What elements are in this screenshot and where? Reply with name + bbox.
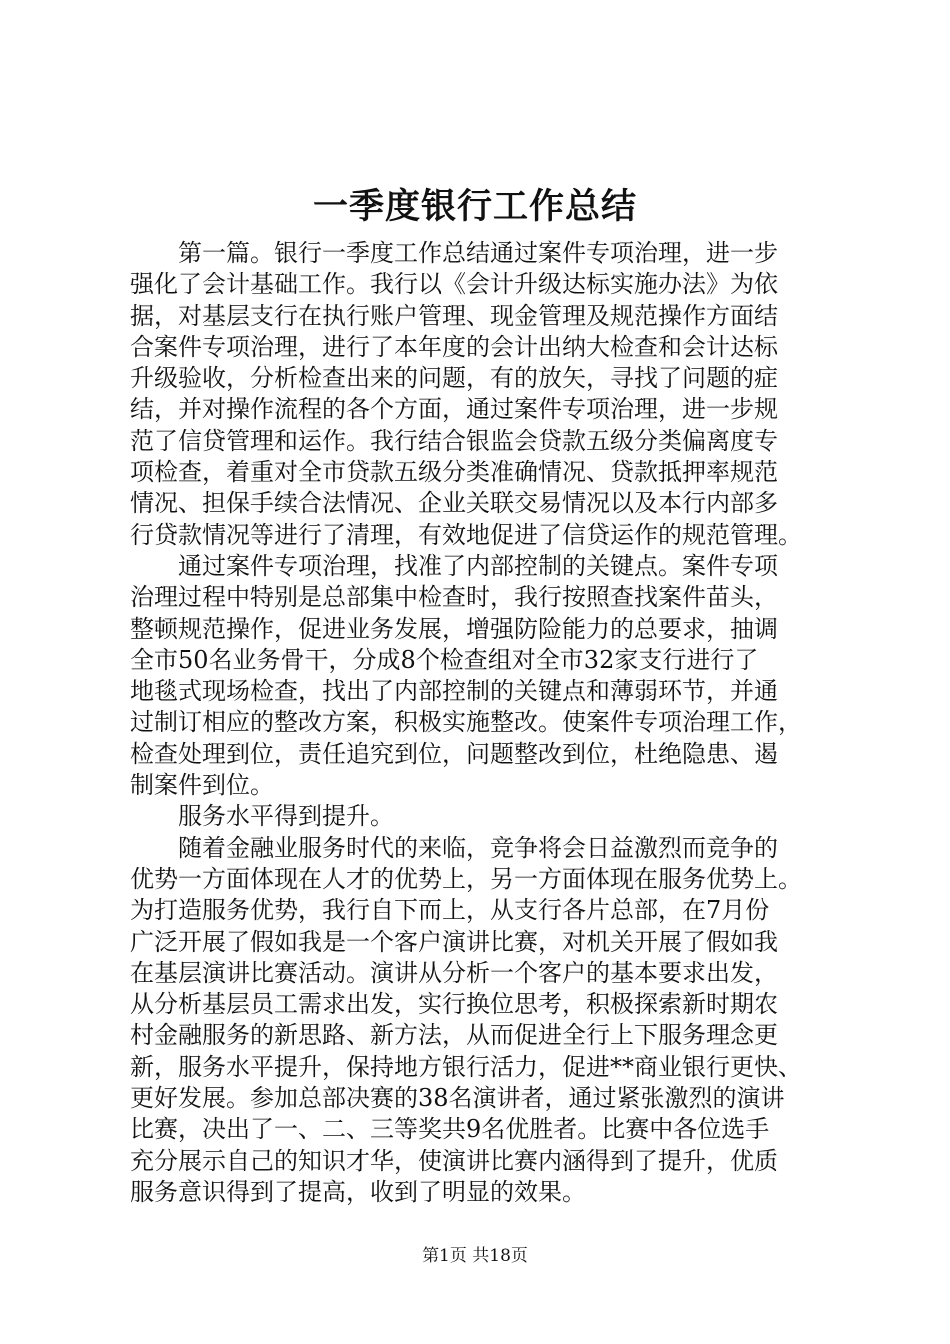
page-footer bbox=[0, 1244, 950, 1268]
body-line: 范了信贷管理和运作。我行结合银监会贷款五级分类偏离度专 bbox=[130, 426, 778, 455]
body-line: 检查处理到位，责任追究到位，问题整改到位，杜绝隐患、遏 bbox=[130, 739, 778, 768]
body-line: 行贷款情况等进行了清理，有效地促进了信贷运作的规范管理。 bbox=[130, 520, 802, 549]
body-line: 新，服务水平提升，保持地方银行活力，促进**商业银行更快、 bbox=[130, 1052, 802, 1081]
body-line: 从分析基层员工需求出发，实行换位思考，积极探索新时期农 bbox=[130, 990, 778, 1019]
body-line: 为打造服务优势，我行自下而上，从支行各片总部，在7月份 bbox=[130, 896, 770, 925]
body-line: 情况、担保手续合法情况、企业关联交易情况以及本行内部多 bbox=[130, 489, 778, 518]
body-line: 据，对基层支行在执行账户管理、现金管理及规范操作方面结 bbox=[130, 301, 778, 330]
body-line: 通过案件专项治理，找准了内部控制的关键点。案件专项 bbox=[178, 551, 778, 580]
body-line: 整顿规范操作，促进业务发展，增强防险能力的总要求，抽调 bbox=[130, 614, 778, 643]
body-line: 治理过程中特别是总部集中检查时，我行按照查找案件苗头， bbox=[130, 583, 778, 612]
section-heading: 服务水平得到提升。 bbox=[178, 802, 394, 831]
body-line: 过制订相应的整改方案，积极实施整改。使案件专项治理工作， bbox=[130, 708, 802, 737]
body-line: 优势一方面体现在人才的优势上，另一方面体现在服务优势上。 bbox=[130, 864, 802, 893]
body-line: 在基层演讲比赛活动。演讲从分析一个客户的基本要求出发， bbox=[130, 958, 778, 987]
body-line: 更好发展。参加总部决赛的38名演讲者，通过紧张激烈的演讲 bbox=[130, 1084, 785, 1113]
body-line: 随着金融业服务时代的来临，竞争将会日益激烈而竞争的 bbox=[178, 833, 778, 862]
body-line: 合案件专项治理，进行了本年度的会计出纳大检查和会计达标 bbox=[130, 332, 778, 361]
body-line: 比赛，决出了一、二、三等奖共9名优胜者。比赛中各位选手 bbox=[130, 1115, 770, 1144]
document-body bbox=[130, 238, 830, 1208]
body-line: 升级验收，分析检查出来的问题，有的放矢，寻找了问题的症 bbox=[130, 364, 778, 393]
body-line: 充分展示自己的知识才华，使演讲比赛内涵得到了提升，优质 bbox=[130, 1146, 778, 1175]
body-line: 地毯式现场检查，找出了内部控制的关键点和薄弱环节，并通 bbox=[130, 677, 778, 706]
body-line: 全市50名业务骨干，分成8个检查组对全市32家支行进行了 bbox=[130, 645, 759, 674]
body-line: 广泛开展了假如我是一个客户演讲比赛，对机关开展了假如我 bbox=[130, 927, 778, 956]
page-number: 第1页 共18页 bbox=[422, 1246, 528, 1266]
body-line: 第一篇。银行一季度工作总结通过案件专项治理，进一步 bbox=[178, 239, 778, 267]
body-line: 项检查，着重对全市贷款五级分类准确情况、贷款抵押率规范 bbox=[130, 458, 778, 487]
body-line: 强化了会计基础工作。我行以《会计升级达标实施办法》为依 bbox=[130, 270, 778, 299]
document-title: 一季度银行工作总结 bbox=[312, 186, 637, 227]
body-line: 结，并对操作流程的各个方面，通过案件专项治理，进一步规 bbox=[130, 395, 778, 424]
body-line: 制案件到位。 bbox=[130, 771, 274, 800]
body-line: 服务意识得到了提高，收到了明显的效果。 bbox=[130, 1177, 586, 1206]
body-line: 村金融服务的新思路、新方法，从而促进全行上下服务理念更 bbox=[130, 1021, 778, 1050]
